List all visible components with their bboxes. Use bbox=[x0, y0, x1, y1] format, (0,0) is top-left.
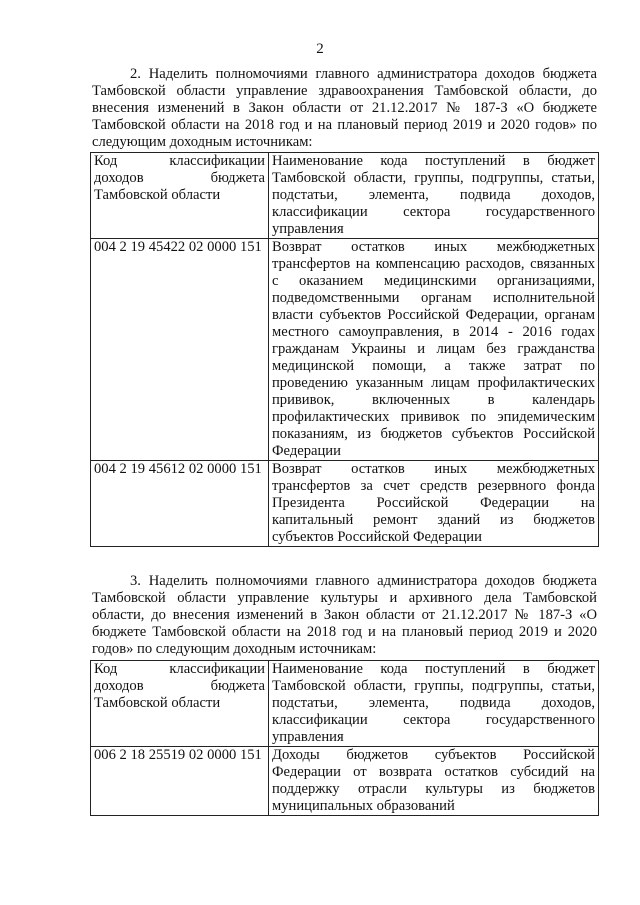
section-2-paragraph: 2. Наделить полномочиями главного администратора доходов бюджета Тамбовской области управление здравоохранения Тамбовской области, до внесения изменений в Закон области от 21.12.2017 № 187-З «О бюджете Тамбовской области на 2018 год и на плановый период 2019 и 2020 годов» по следующим доходным источникам: bbox=[92, 66, 597, 150]
income-code-cell: 004 2 19 45422 02 0000 151 bbox=[91, 239, 269, 461]
table-row bbox=[91, 239, 599, 461]
income-name-cell: Доходы бюджетов субъектов Российской Федерации от возврата остатков субсидий на поддержку отрасли культуры из бюджетов муниципальных образований bbox=[269, 747, 599, 816]
header-code-cell: Код классификации доходов бюджета Тамбовской области bbox=[91, 661, 269, 747]
table-header-row bbox=[91, 661, 599, 747]
income-name-cell: Возврат остатков иных межбюджетных трансфертов на компенсацию расходов, связанных с оказанием медицинскими организациями, подведомственными органам исполнительной власти субъектов Российской Федерации, органам местного самоуправления, в 2014 - 2016 годах гражданам Украины и лицам без гражданства медицинской помощи, а также затрат по проведению указанным лицам профилактических прививок, включенных в календарь профилактических прививок по эпидемическим показаниям, из бюджетов субъектов Российской Федерации bbox=[269, 239, 599, 461]
header-code-cell: Код классификации доходов бюджета Тамбовской области bbox=[91, 153, 269, 239]
table-row bbox=[91, 747, 599, 816]
table-row bbox=[91, 461, 599, 547]
income-code-cell: 006 2 18 25519 02 0000 151 bbox=[91, 747, 269, 816]
header-name-cell: Наименование кода поступлений в бюджет Тамбовской области, группы, подгруппы, статьи, подстатьи, элемента, подвида доходов, классификации сектора государственного управления bbox=[269, 153, 599, 239]
table-header-row bbox=[91, 153, 599, 239]
section-3-income-table bbox=[90, 660, 599, 816]
income-code-cell: 004 2 19 45612 02 0000 151 bbox=[91, 461, 269, 547]
section-2-income-table bbox=[90, 152, 599, 547]
income-name-cell: Возврат остатков иных межбюджетных трансфертов за счет средств резервного фонда Президента Российской Федерации на капитальный ремонт зданий из бюджетов субъектов Российской Федерации bbox=[269, 461, 599, 547]
header-name-cell: Наименование кода поступлений в бюджет Тамбовской области, группы, подгруппы, статьи, подстатьи, элемента, подвида доходов, классификации сектора государственного управления bbox=[269, 661, 599, 747]
section-3-paragraph: 3. Наделить полномочиями главного администратора доходов бюджета Тамбовской области управление культуры и архивного дела Тамбовской области, до внесения изменений в Закон области от 21.12.2017 № 187-З «О бюджете Тамбовской области на 2018 год и на плановый период 2019 и 2020 годов» по следующим доходным источникам: bbox=[92, 573, 597, 657]
page-number: 2 bbox=[316, 41, 324, 57]
